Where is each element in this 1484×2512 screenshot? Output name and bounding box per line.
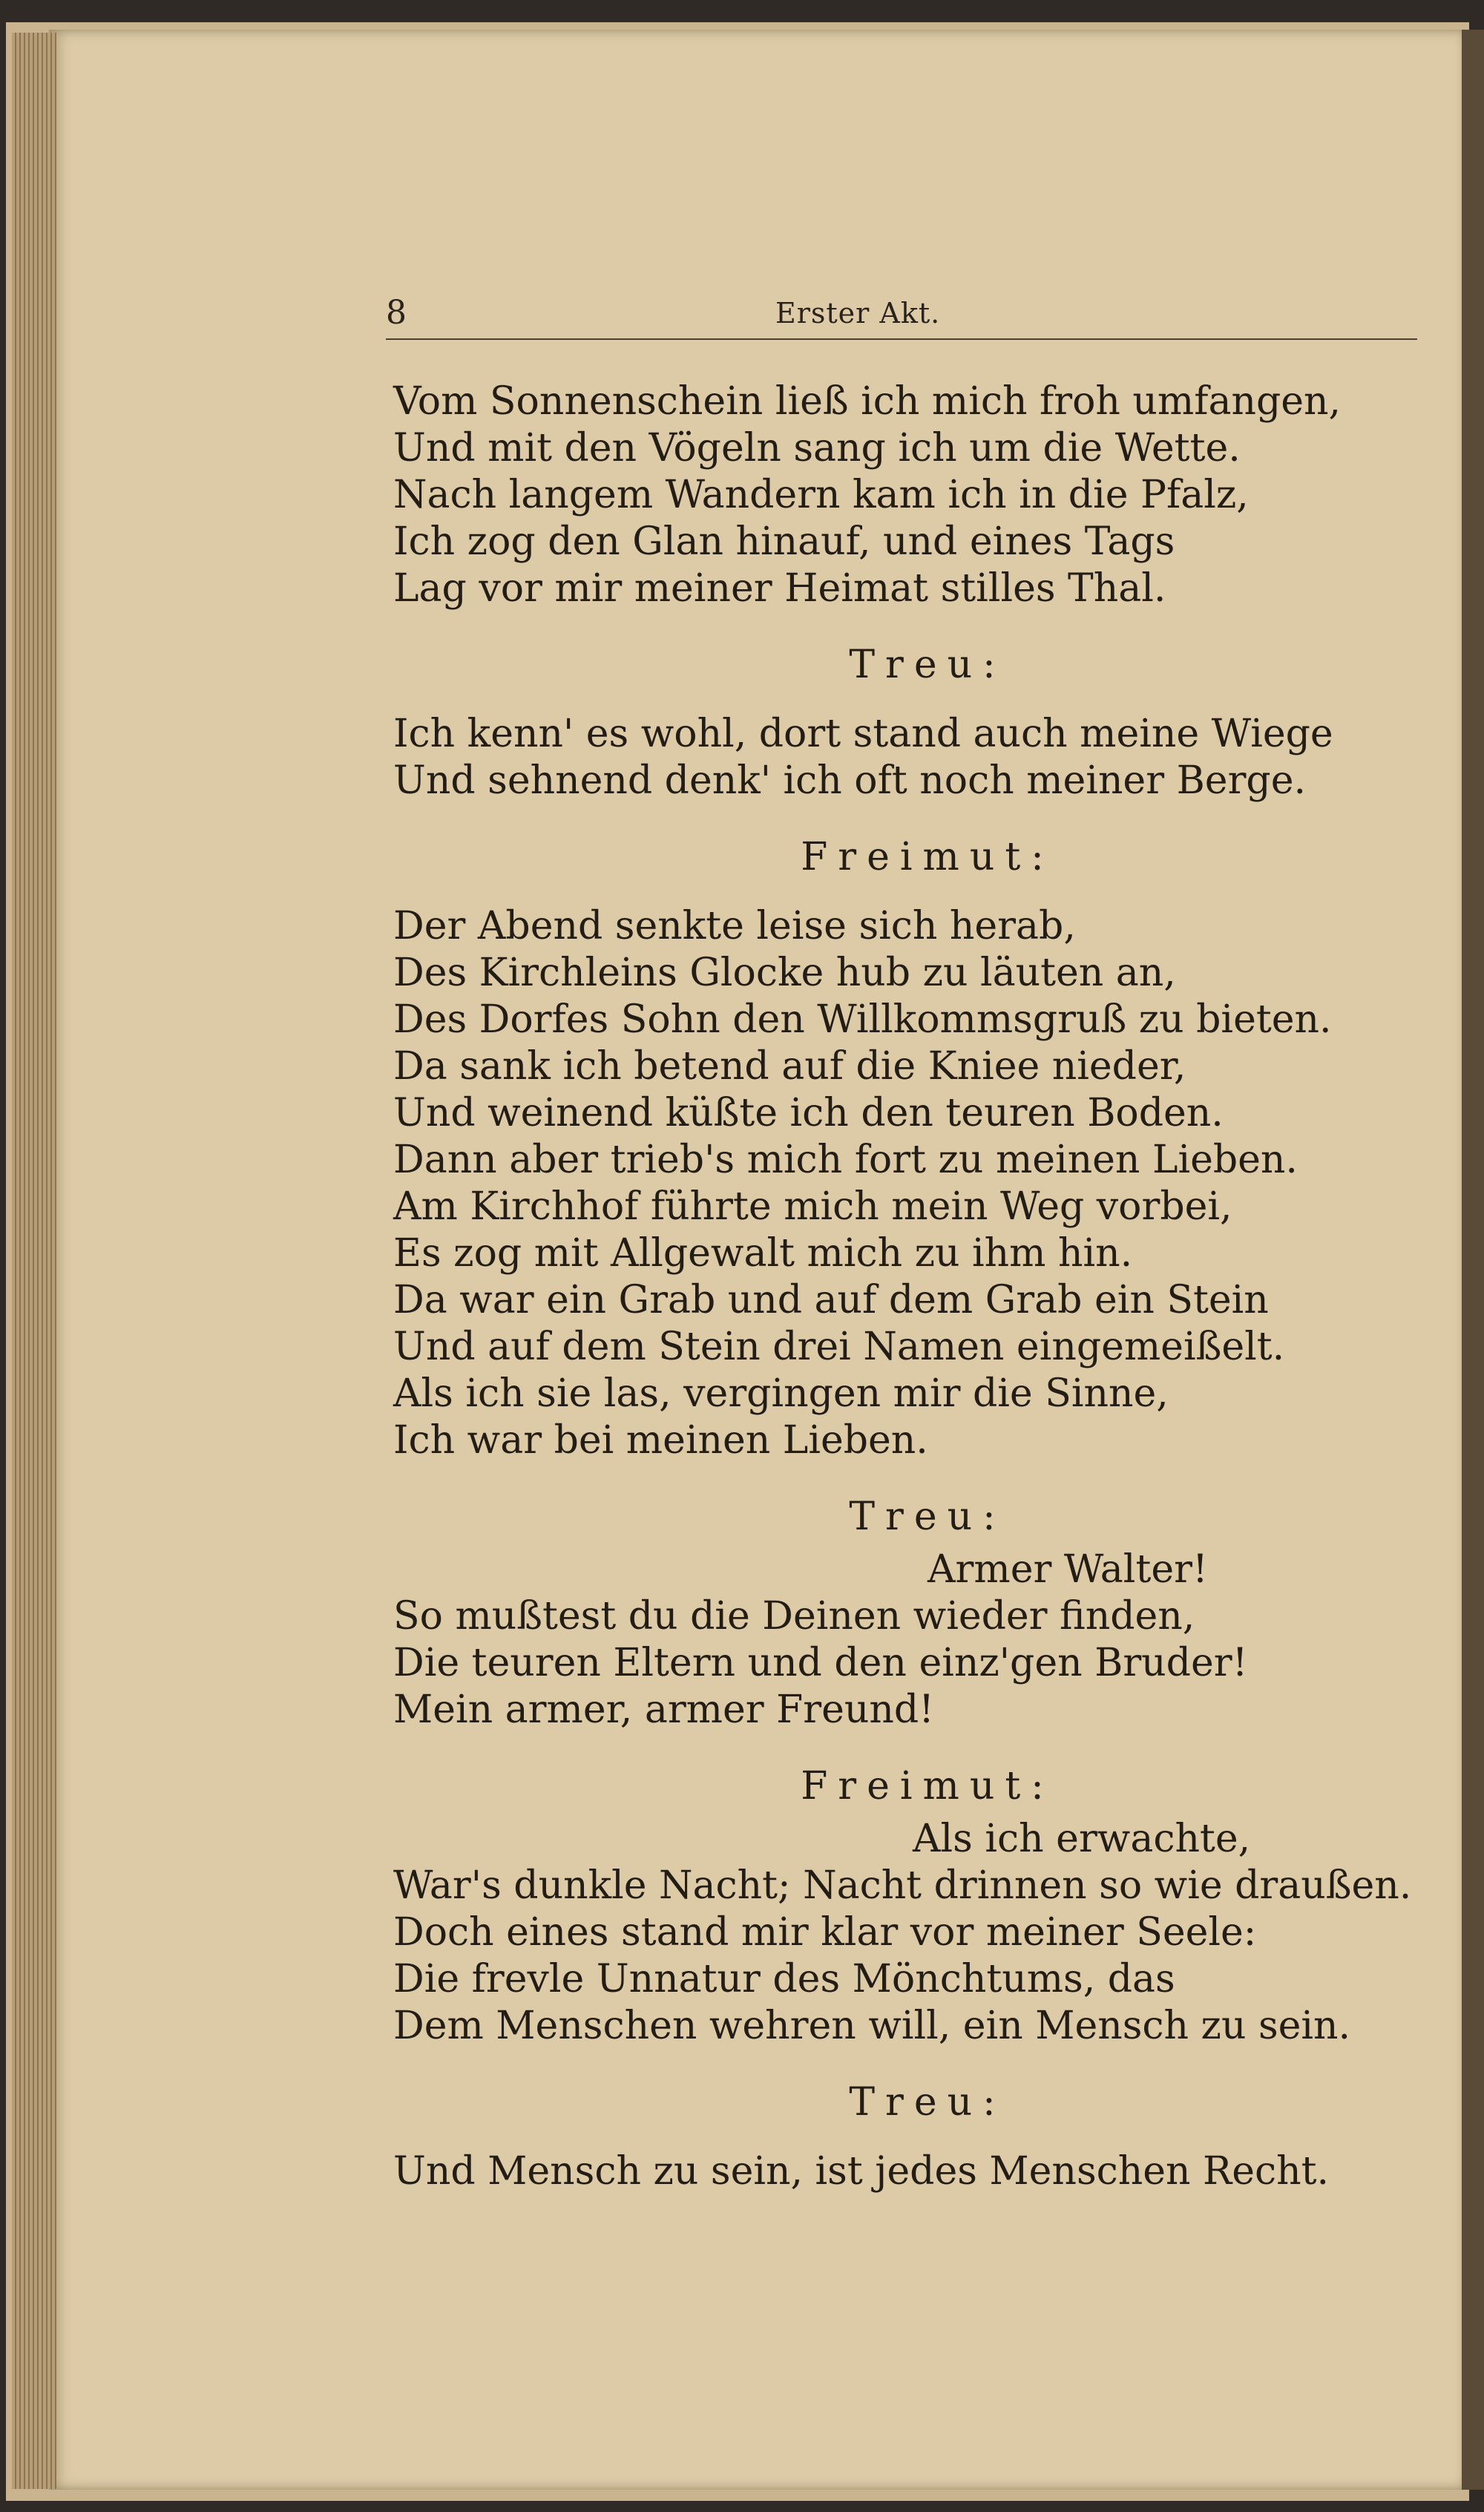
verse-line: Vom Sonnenschein ließ ich mich froh umfangen, [393, 379, 1342, 424]
verse-line: Und Mensch zu sein, ist jedes Menschen Recht. [393, 2149, 1329, 2194]
text-block [393, 642, 1432, 804]
verse-line: Doch eines stand mir klar vor meiner Seele: [393, 1910, 1257, 1955]
verse-line: Da war ein Grab und auf dem Grab ein Stein [393, 1278, 1269, 1322]
verse-line: Ich zog den Glan hinauf, und eines Tags [393, 519, 1175, 564]
play-text [393, 378, 1432, 2195]
verse-line: Die frevle Unnatur des Mönchtums, das [393, 1957, 1175, 2001]
verse-line: Lag vor mir meiner Heimat stilles Thal. [393, 566, 1166, 611]
verse-line: Dann aber trieb's mich fort zu meinen Lieben. [393, 1138, 1298, 1182]
speaker-name: Treu: [849, 1495, 1006, 1539]
verse-line: Die teuren Eltern und den einz'gen Bruder! [393, 1641, 1248, 1685]
verse-line: Nach langem Wandern kam ich in die Pfalz, [393, 473, 1249, 517]
text-block [393, 1494, 1432, 1734]
verse-line: Ich kenn' es wohl, dort stand auch meine Wiege [393, 712, 1333, 756]
verse-line: Des Kirchleins Glocke hub zu läuten an, [393, 951, 1176, 995]
facing-page-shadow [1462, 30, 1484, 2490]
verse-line: Mein armer, armer Freund! [393, 1688, 935, 1732]
speaker-name: Freimut: [801, 1764, 1054, 1808]
text-block [393, 378, 1432, 612]
speaker-name: Freimut: [801, 835, 1054, 879]
verse-line-indented: Als ich erwachte, [913, 1817, 1251, 1861]
verse-line: Da sank ich betend auf die Kniee nieder, [393, 1044, 1186, 1089]
speaker-name: Treu: [849, 2080, 1006, 2125]
text-block [393, 1763, 1432, 2050]
verse-line: War's dunkle Nacht; Nacht drinnen so wie draußen. [393, 1863, 1412, 1908]
verse-line-indented: Armer Walter! [928, 1547, 1208, 1592]
running-head [386, 294, 1417, 340]
text-block [393, 2079, 1432, 2195]
verse-line: Des Dorfes Sohn den Willkommsgruß zu bieten. [393, 997, 1332, 1042]
verse-line: Am Kirchhof führte mich mein Weg vorbei, [393, 1184, 1232, 1229]
verse-line: Als ich sie las, vergingen mir die Sinne, [393, 1371, 1169, 1416]
verse-line: Ich war bei meinen Lieben. [393, 1418, 928, 1463]
verse-line: Und sehnend denk' ich oft noch meiner Berge. [393, 758, 1307, 803]
speaker-name: Treu: [849, 643, 1006, 687]
running-title: Erster Akt. [775, 297, 941, 329]
verse-line: Und auf dem Stein drei Namen eingemeißelt. [393, 1325, 1285, 1369]
page-stack-edges [12, 33, 56, 2489]
verse-line: Und mit den Vögeln sang ich um die Wette. [393, 426, 1241, 470]
verse-line: Und weinend küßte ich den teuren Boden. [393, 1091, 1224, 1135]
text-block [393, 834, 1432, 1464]
verse-line: Es zog mit Allgewalt mich zu ihm hin. [393, 1231, 1133, 1276]
verse-line: So mußtest du die Deinen wieder finden, [393, 1594, 1195, 1639]
verse-line: Dem Menschen wehren will, ein Mensch zu sein. [393, 2004, 1351, 2048]
page-number: 8 [386, 294, 407, 332]
verse-line: Der Abend senkte leise sich herab, [393, 904, 1076, 948]
